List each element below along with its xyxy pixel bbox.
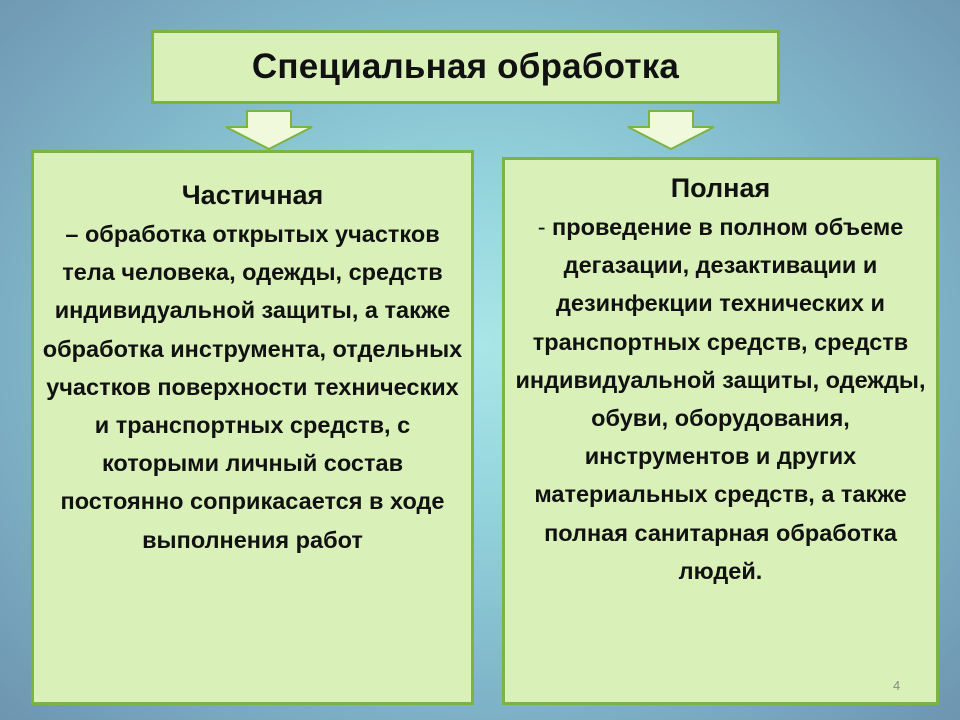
full-text: проведение в полном объеме дегазации, дезактивации и дезинфекции технических и транспортных средств, средств индивидуальной защиты, одежды, обуви, оборудования, инструментов и других материальных средств, а также полная санитарная обработка людей. [515, 214, 926, 584]
partial-text: обработка открытых участков тела человека, одежды, средств индивидуальной защиты, а также обработка инструмента, отдельных участков поверхности технических и транспортных средств, с которыми личный состав постоянно соприкасается в ходе выполнения работ [42, 221, 463, 553]
page-number: 4 [893, 678, 901, 693]
partial-dash: – [65, 221, 79, 247]
partial-heading: Частичная [181, 180, 324, 210]
down-arrow-left-icon [224, 110, 314, 150]
partial-treatment-box [31, 150, 474, 705]
down-arrow-right-icon [626, 110, 716, 150]
full-treatment-box [502, 157, 939, 705]
title-box [151, 30, 780, 104]
full-heading: Полная [670, 173, 771, 203]
full-description [508, 208, 933, 590]
full-dash: - [537, 214, 546, 240]
partial-description [43, 215, 463, 559]
slide-title: Специальная обработка [251, 47, 680, 86]
